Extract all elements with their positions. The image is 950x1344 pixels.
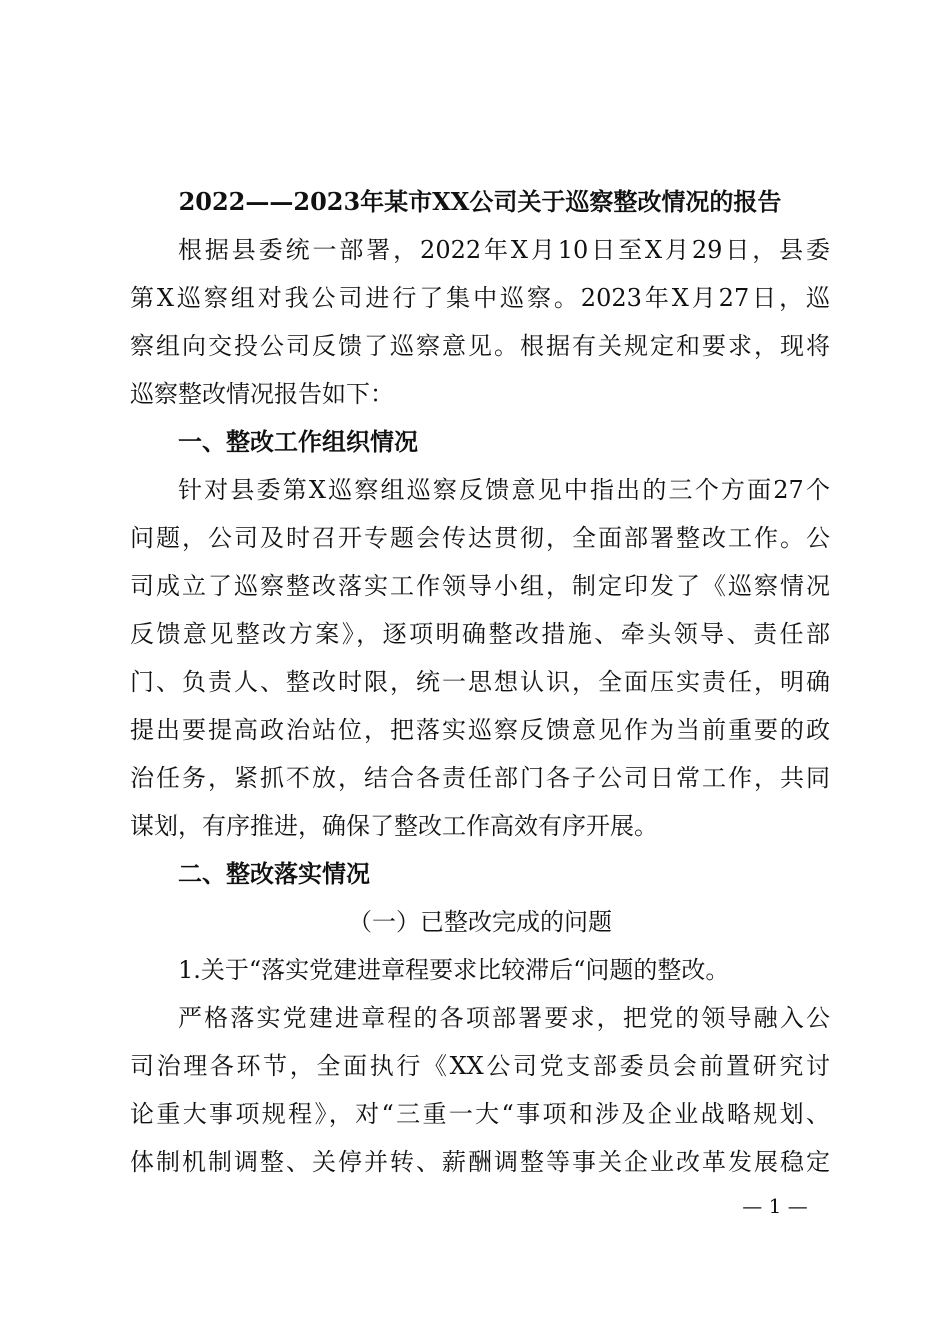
intro-line: 第X巡察组对我公司进行了集中巡察。2023年X月27日，巡 <box>130 284 830 312</box>
section-heading-1: 一、整改工作组织情况 <box>178 428 418 456</box>
section1-line: 门、负责人、整改时限，统一思想认识，全面压实责任，明确 <box>130 668 830 696</box>
section1-line: 针对县委第X巡察组巡察反馈意见中指出的三个方面27个 <box>178 476 830 504</box>
section1-line: 治任务，紧抓不放，结合各责任部门各子公司日常工作，共同 <box>130 764 830 792</box>
subsection-heading: （一）已整改完成的问题 <box>348 908 612 936</box>
section1-line: 谋划，有序推进，确保了整改工作高效有序开展。 <box>130 812 658 840</box>
section1-line: 司成立了巡察整改落实工作领导小组，制定印发了《巡察情况 <box>130 572 830 600</box>
section-heading-2: 二、整改落实情况 <box>178 860 370 888</box>
section1-line: 反馈意见整改方案》，逐项明确整改措施、牵头领导、责任部 <box>130 620 830 648</box>
item1-line: 论重大事项规程》，对“三重一大“事项和涉及企业战略规划、 <box>130 1100 830 1128</box>
item-heading: 1.关于“落实党建进章程要求比较滞后“问题的整改。 <box>178 956 730 984</box>
section1-line: 提出要提高政治站位，把落实巡察反馈意见作为当前重要的政 <box>130 716 830 744</box>
item1-line: 体制机制调整、关停并转、薪酬调整等事关企业改革发展稳定 <box>130 1148 830 1176</box>
page-number: — 1 — <box>742 1194 808 1218</box>
document-title: 2022——2023年某市XX公司关于巡察整改情况的报告 <box>178 187 782 216</box>
intro-line: 察组向交投公司反馈了巡察意见。根据有关规定和要求，现将 <box>130 332 830 360</box>
item1-line: 严格落实党建进章程的各项部署要求，把党的领导融入公 <box>178 1004 830 1032</box>
section1-line: 问题，公司及时召开专题会传达贯彻，全面部署整改工作。公 <box>130 524 830 552</box>
intro-line: 巡察整改情况报告如下： <box>130 380 394 408</box>
item1-line: 司治理各环节，全面执行《XX公司党支部委员会前置研究讨 <box>130 1052 830 1080</box>
intro-line: 根据县委统一部署，2022年X月10日至X月29日，县委 <box>178 236 830 264</box>
